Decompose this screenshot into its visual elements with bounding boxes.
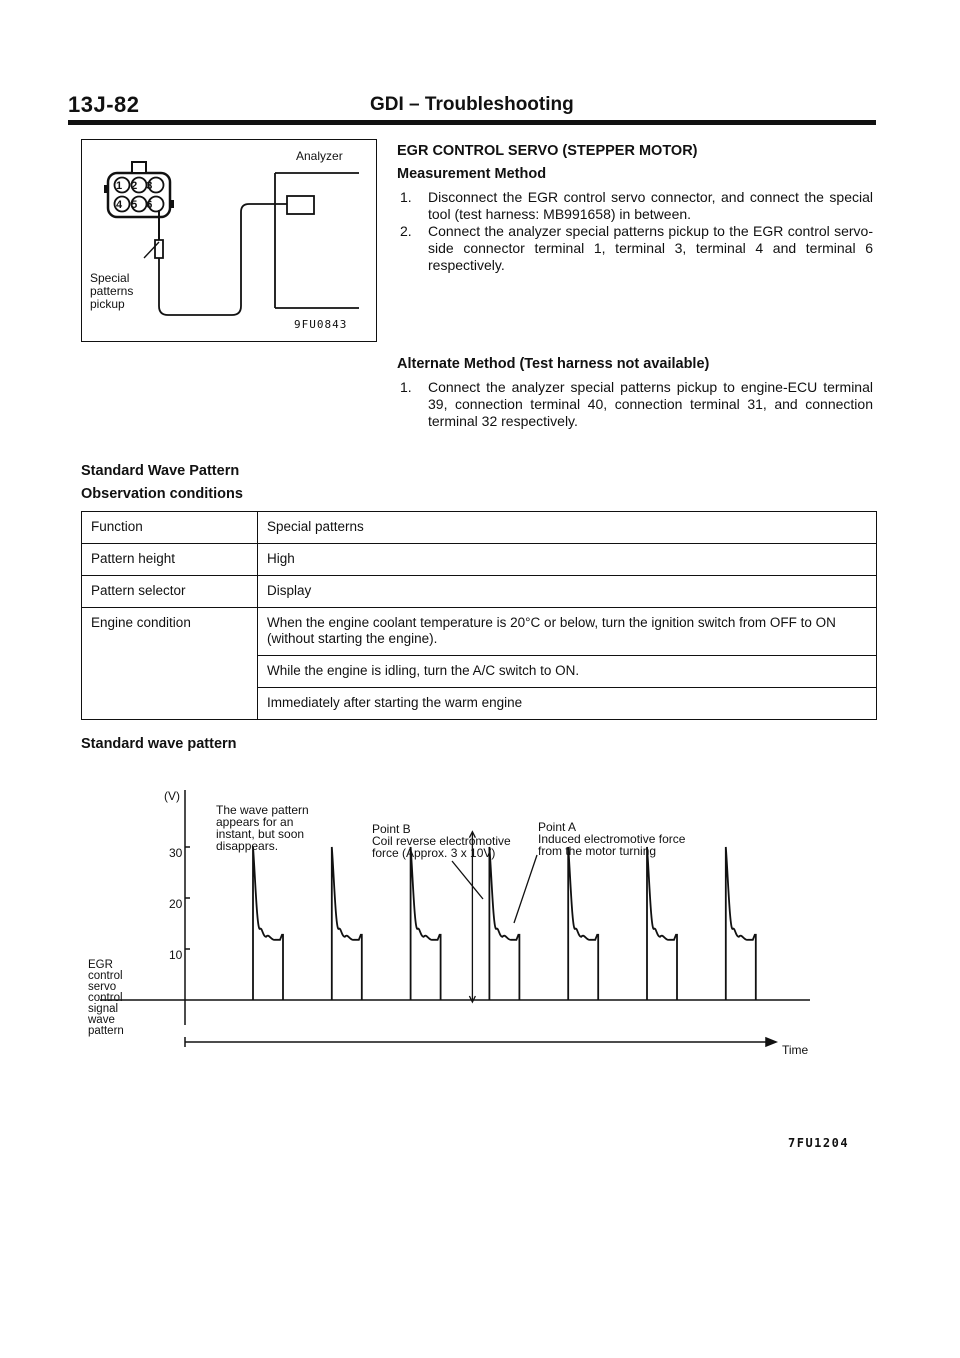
connector-diagram	[82, 140, 378, 343]
alternate-block	[397, 356, 873, 430]
wave-pulse	[726, 847, 756, 1000]
list-item: 1. Connect the analyzer special patterns pickup to engine-ECU terminal 39, connection terminal 40, connection terminal 31, and connection terminal 32 respectively.	[400, 379, 873, 429]
pickup-label-line-3: pickup	[90, 297, 125, 311]
table-row	[82, 512, 877, 544]
wave-pulse	[253, 847, 283, 1000]
y-unit-label: (V)	[164, 789, 180, 803]
wave-pulse	[568, 847, 598, 1000]
table-cell: Function	[82, 512, 258, 544]
y-axis-label: EGR control servo control signal wave pattern	[88, 959, 124, 1037]
table-row	[82, 576, 877, 608]
section-block	[397, 143, 873, 274]
wave-pulse	[489, 847, 519, 1000]
pin-numbers-bottom: 456	[116, 199, 162, 211]
point-a-leader	[514, 855, 537, 923]
point-b-annotation: Point B Coil reverse electromotive force (Approx. 3 x 10V)	[372, 822, 511, 860]
page-number: 13J-82	[68, 92, 140, 117]
y-tick-20: 20	[169, 897, 183, 911]
table-cell: Special patterns	[258, 512, 877, 544]
figure-code: 9FU0843	[294, 318, 348, 331]
table-cell: Display	[258, 576, 877, 608]
note-annotation: The wave pattern appears for an instant, but soon disappears.	[216, 803, 309, 853]
pin-numbers-top: 123	[116, 180, 162, 192]
measurement-heading: Measurement Method	[397, 166, 547, 182]
section-title: EGR CONTROL SERVO (STEPPER MOTOR)	[397, 143, 698, 159]
header-rule	[68, 120, 876, 125]
analyzer-label: Analyzer	[296, 149, 343, 163]
connector-figure	[81, 139, 377, 342]
list-item: 1. Disconnect the EGR control servo connector, and connect the special tool (test harness: MB991658) in between.	[400, 189, 873, 222]
table-cell: High	[258, 544, 877, 576]
wave-figure-code: 7FU1204	[788, 1136, 850, 1150]
alternate-steps	[397, 379, 873, 430]
wave-pulse	[332, 847, 362, 1000]
wave-pulse	[647, 847, 677, 1000]
point-a-annotation: Point A Induced electromotive force from the motor turning	[538, 820, 686, 858]
wave-pattern-heading: Standard wave pattern	[81, 736, 237, 752]
wave-figure	[60, 780, 880, 1080]
observation-heading: Observation conditions	[81, 486, 243, 502]
wave-pulse	[411, 847, 441, 1000]
time-axis-arrow	[766, 1038, 776, 1046]
table-cell: Pattern height	[82, 544, 258, 576]
table-row	[82, 608, 877, 656]
page-title: GDI – Troubleshooting	[370, 94, 574, 115]
alternate-heading: Alternate Method (Test harness not available)	[397, 356, 710, 372]
point-b-leader	[452, 861, 483, 899]
list-item: 2. Connect the analyzer special patterns pickup to the EGR control servo-side connector terminal 1, terminal 3, terminal 4 and terminal 6 respectively.	[400, 223, 873, 273]
measurement-steps	[397, 189, 873, 274]
table-cell: Immediately after starting the warm engine	[258, 688, 877, 720]
y-tick-10: 10	[169, 948, 183, 962]
pickup-label-line-1: Special	[90, 271, 130, 285]
standard-wave-heading: Standard Wave Pattern	[81, 463, 240, 479]
pickup-label-line-2: patterns	[90, 284, 134, 298]
x-axis-label: Time	[782, 1043, 809, 1057]
table-cell: Pattern selector	[82, 576, 258, 608]
table-cell: While the engine is idling, turn the A/C switch to ON.	[258, 656, 877, 688]
y-tick-30: 30	[169, 846, 183, 860]
table-row	[82, 544, 877, 576]
table-cell: Engine condition	[82, 608, 258, 720]
observation-table	[81, 511, 877, 720]
table-cell: When the engine coolant temperature is 20°C or below, turn the ignition switch from OFF to ON (without starting the engine).	[258, 608, 877, 656]
